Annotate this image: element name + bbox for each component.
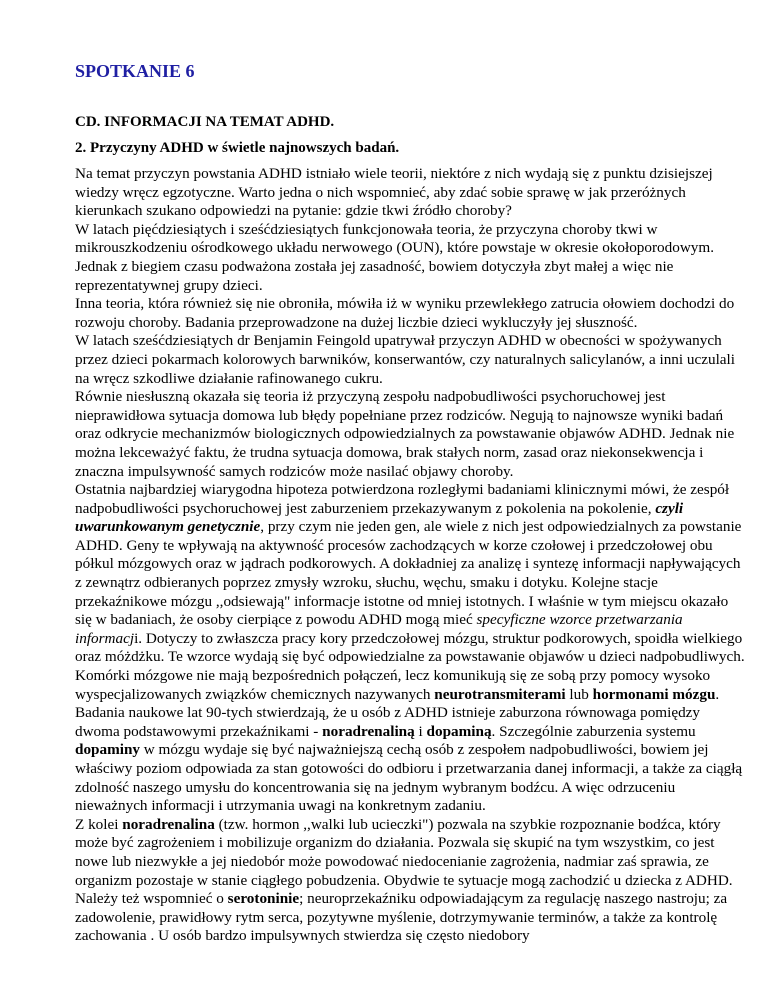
text-run: Z kolei bbox=[75, 815, 123, 833]
bold-term: noradrenaliną bbox=[322, 722, 415, 740]
text-run: Na temat przyczyn powstania ADHD istniało wiele teorii, niektóre z nich wydają się z punktu dzisiejszej wiedzy wręcz egzotyczne. Warto jedna o nich wspomnieć, aby zdać sobie sprawę w jak przeróżnych kierunkach szukano odpowiedzi na pytanie: gdzie tkwi źródło choroby? bbox=[75, 165, 713, 220]
text-run: ; neuroprzekaźniku odpowiadającym za regulację naszego nastroju; za zadowolenie, prawidłowy rytm serca, pozytywne myślenie, dotrzymywanie terminów, a także za kontrolę zachowania . U osób bardzo impulsywnych stwierdza się często niedobory bbox=[75, 890, 728, 945]
emphasis-text: czyli uwarunkowanym genetycznie bbox=[75, 499, 684, 536]
text-run: . Szczególnie zaburzenia systemu bbox=[491, 722, 696, 740]
text-run: w mózgu wydaje się być najważniejszą cechą osób z zespołem nadpobudliwości, bowiem jej właściwy poziom odpowiada za stan gotowości do odbioru i przetwarzania danej informacji, a także za ciągłą zdolność naszego umysłu do koncentrowania się na jednym wybranym bodźcu. A więc odrzuceniu nieważnych informacji i utrzymania uwagi na konkretnym zadaniu. bbox=[75, 741, 743, 815]
text-run: W latach pięćdziesiątych i sześćdziesiątych funkcjonowała teoria, że przyczyna choroby tkwi w mikrouszkodzeniu ośrodkowego układu nerwowego (OUN), które powstaje w okresie okołoporodowym. Jednak z biegiem czasu podważona została jej zasadność, bowiem dotyczyła zbyt małej a więc nie reprezentatywnej grupy dzieci. bbox=[75, 220, 715, 294]
paragraph bbox=[75, 890, 748, 946]
bold-term: dopaminy bbox=[75, 741, 140, 759]
text-run: i. Dotyczy to zwłaszcza pracy kory przedczołowej mózgu, struktur podkorowych, spoidła wielkiego oraz móżdżku. Te wzorce wydają się być odpowiedzialne za powstawanie objawów u dzieci nadpobudliwych. Komórki mózgowe nie mają bezpośrednich połączeń, lecz komunikują się ze sobą przy pomocy wysoko wyspecjalizowanych związków chemicznych nazywanych bbox=[75, 629, 745, 703]
text-run: i bbox=[414, 722, 427, 740]
italic-text: specyficzne wzorce przetwarzania informacj bbox=[75, 611, 683, 647]
text-run: , przy czym nie jeden gen, ale wiele z nich jest odpowiedzialnych za powstanie ADHD. Geny te wpływają na aktywność procesów zachodzących w korze czołowej i przedczołowej obu półkul mózgowych oraz w jądrach podkorowych. A dokładniej za analizę i syntezę informacji napływających z zewnątrz odbieranych poprzez zmysły wzroku, słuchu, węchu, smaku i dotyku. Kolejne stacje przekaźnikowe mózgu ,,odsiewają" informacje istotne od mniej istotnych. I właśnie w tym miejscu okazało się w badaniach, że osoby cierpiące z powodu ADHD mogą mieć bbox=[75, 518, 742, 629]
paragraph bbox=[75, 704, 748, 816]
text-run: Należy też wspomnieć o bbox=[75, 890, 228, 908]
paragraph bbox=[75, 221, 748, 295]
text-run: . bbox=[715, 685, 720, 703]
paragraph bbox=[75, 295, 748, 332]
section-heading: CD. INFORMACJI NA TEMAT ADHD. bbox=[75, 114, 335, 130]
document-body bbox=[75, 165, 748, 946]
subsection-heading: 2. Przyczyny ADHD w świetle najnowszych badań. bbox=[75, 140, 400, 156]
bold-term: serotoninie bbox=[227, 890, 300, 908]
paragraph bbox=[75, 332, 748, 388]
paragraph bbox=[75, 481, 748, 704]
bold-term: dopaminą bbox=[426, 722, 492, 740]
paragraph bbox=[75, 816, 748, 890]
page-title: SPOTKANIE 6 bbox=[75, 61, 195, 81]
paragraph bbox=[75, 165, 748, 221]
text-run: (tzw. hormon ,,walki lub ucieczki") pozwala na szybkie rozpoznanie bodźca, który może być zagrożeniem i mobilizuje organizm do działania. Pozwala się skupić na tym wszystkim, co jest nowe lub niezwykłe a jej niedobór może powodować niedocenianie zagrożenia, nadmiar zaś sprawia, ze organizm pozostaje w stanie ciągłego pobudzenia. Obydwie te sytuacje mogą zachodzić u dziecka z ADHD. bbox=[75, 815, 733, 889]
text-run: Równie niesłuszną okazała się teoria iż przyczyną zespołu nadpobudliwości psychoruchowej jest nieprawidłowa sytuacja domowa lub błędy popełniane przez rodziców. Negują to najnowsze wyniki badań oraz odkrycie mechanizmów biologicznych odpowiedzialnych za powstawanie objawów ADHD. Jednak nie można lekceważyć faktu, że trudna sytuacja domowa, brak stałych norm, zasad oraz niekonsekwencja i znaczna impulsywność samych rodziców może nasilać objawy choroby. bbox=[75, 388, 735, 480]
paragraph bbox=[75, 388, 748, 481]
text-run: W latach sześćdziesiątych dr Benjamin Feingold upatrywał przyczyn ADHD w obecności w spożywanych przez dzieci pokarmach kolorowych barwników, konserwantów, czy naturalnych salicylanów, a inni uczulali na wręcz szkodliwe działanie rafinowanego cukru. bbox=[75, 332, 735, 387]
text-run: Ostatnia najbardziej wiarygodna hipoteza potwierdzona rozległymi badaniami klinicznymi mówi, że zespół nadpobudliwości psychoruchowej jest zaburzeniem przekazywanym z pokolenia na pokolenie, bbox=[75, 481, 730, 517]
text-run: Badania naukowe lat 90-tych stwierdzają, że u osób z ADHD istnieje zaburzona równowaga pomiędzy dwoma podstawowymi przekaźnikami - bbox=[75, 704, 701, 740]
bold-term: neurotransmiterami bbox=[434, 685, 566, 703]
bold-term: noradrenalina bbox=[122, 815, 215, 833]
text-run: Inna teoria, która również się nie obroniła, mówiła iż w wyniku przewlekłego zatrucia ołowiem dochodzi do rozwoju choroby. Badania przeprowadzone na dużej liczbie dzieci wykluczyły jej słuszność. bbox=[75, 295, 735, 331]
text-run: lub bbox=[565, 685, 593, 703]
bold-term: hormonami mózgu bbox=[592, 685, 716, 703]
